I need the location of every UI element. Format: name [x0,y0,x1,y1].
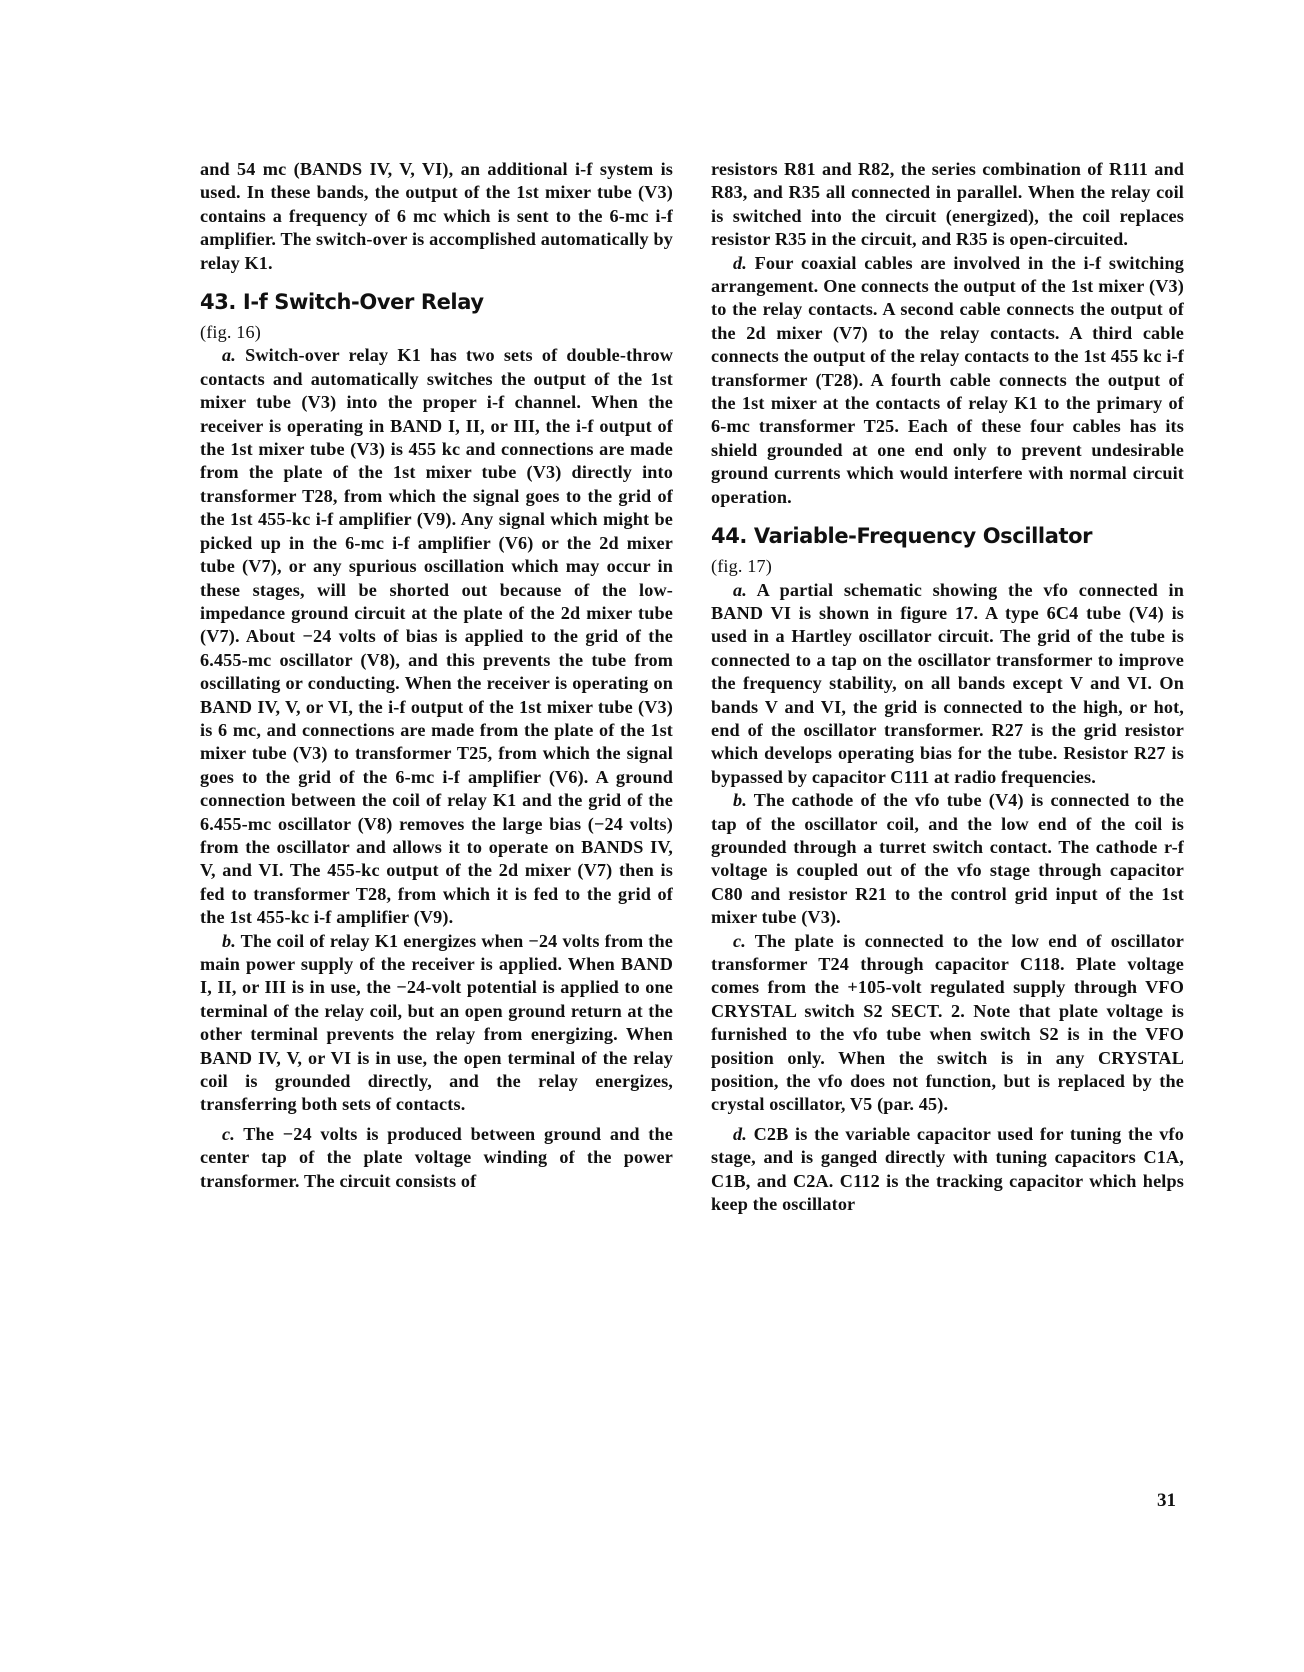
section-44-figure-reference: (fig. 17) [711,556,772,577]
left-column [200,158,673,1193]
continuation-paragraph: resistors R81 and R82, the series combination of R111 and R83, and R35 all connected in parallel. When the relay coil is switched into the circuit (energized), the coil replaces resistor R35 in the circuit, and R35 is open-circuited. [711,159,1184,250]
section-43-paragraph-a [200,344,673,929]
section-44-paragraph-a [711,579,1184,790]
paragraph-text: The coil of relay K1 energizes when −24 volts from the main power supply of the receiver is applied. When BAND I, II, or III is in use, the −24-volt potential is applied to one terminal of the relay coil, but an open ground return at the other terminal prevents the relay from energizing. When BAND IV, V, or VI is in use, the open terminal of the relay coil is grounded directly, and the relay energizes, transferring both sets of contacts. [200,930,673,1115]
paragraph-label: b. [222,930,236,951]
paragraph-text: A partial schematic showing the vfo connected in BAND VI is shown in figure 17. A type 6C4 tube (V4) is used in a Hartley oscillator circuit. The grid of the tube is connected to a tap on the oscillator transformer to improve the frequency stability, on all bands except V and VI. On bands V and VI, the grid is connected to the high, or hot, end of the oscillator transformer. R27 is the grid resistor which develops operating bias for the tube. Resistor R27 is bypassed by capacitor C111 at radio frequencies. [711,579,1184,787]
paragraph-label: d. [733,252,747,273]
paragraph-label: d. [733,1123,747,1144]
section-44-heading: 44. Variable-Frequency Oscillator [711,524,1093,549]
intro-paragraph: and 54 mc (BANDS IV, V, VI), an additional i-f system is used. In these bands, the output of the 1st mixer tube (V3) contains a frequency of 6 mc which is sent to the 6-mc i-f amplifier. The switch-over is accomplished automatically by relay K1. [200,159,673,273]
section-43-figure-reference: (fig. 16) [200,322,261,343]
paragraph-label: c. [733,930,746,951]
right-column [711,158,1184,1216]
section-43-paragraph-c [200,1123,673,1193]
paragraph-label: c. [222,1123,235,1144]
section-43-paragraph-d [711,252,1184,509]
paragraph-text: Four coaxial cables are involved in the i-f switching arrangement. One connects the output of the 1st mixer (V3) to the relay contacts. A second cable connects the output of the 2d mixer (V7) to the relay contacts. A third cable connects the output of the relay contacts to the 1st 455 kc i-f transformer (T28). A fourth cable connects the output of the 1st mixer at the contacts of relay K1 to the primary of 6-mc transformer T25. Each of these four cables has its shield grounded at one end only to prevent undesirable ground currents which would interfere with normal circuit operation. [711,252,1184,507]
paragraph-text: C2B is the variable capacitor used for tuning the vfo stage, and is ganged directly with tuning capacitors C1A, C1B, and C2A. C112 is the tracking capacitor which helps keep the oscillator [711,1123,1184,1215]
paragraph-label: a. [733,579,747,600]
section-44-paragraph-c [711,930,1184,1117]
paragraph-text: The cathode of the vfo tube (V4) is connected to the tap of the oscillator coil, and the low end of the coil is grounded through a turret switch contact. The cathode r-f voltage is coupled out of the vfo stage through capacitor C80 and resistor R21 to the control grid input of the 1st mixer tube (V3). [711,790,1184,928]
paragraph-text: The plate is connected to the low end of oscillator transformer T24 through capacitor C118. Plate voltage comes from the +105-volt regulated supply through VFO CRYSTAL switch S2 SECT. 2. Note that plate voltage is furnished to the vfo tube when switch S2 is in the VFO position only. When the switch is in any CRYSTAL position, the vfo does not function, but is replaced by the crystal oscillator, V5 (par. 45). [711,930,1184,1115]
section-44-paragraph-d [711,1123,1184,1217]
page-number: 31 [1157,1490,1176,1511]
paragraph-label: a. [222,345,236,366]
section-43-paragraph-b [200,930,673,1117]
paragraph-text: The −24 volts is produced between ground and the center tap of the plate voltage winding of the power transformer. The circuit consists of [200,1123,673,1191]
section-44-paragraph-b [711,789,1184,929]
paragraph-label: b. [733,790,747,811]
section-43-heading: 43. I-f Switch-Over Relay [200,290,484,315]
paragraph-text: Switch-over relay K1 has two sets of double-throw contacts and automatically switches the output of the 1st mixer tube (V3) into the proper i-f channel. When the receiver is operating in BAND I, II, or III, the i-f output of the 1st mixer tube (V3) is 455 kc and connections are made from the plate of the 1st mixer tube (V3) directly into transformer T28, from which the signal goes to the grid of the 1st 455-kc i-f amplifier (V9). Any signal which might be picked up in the 6-mc i-f amplifier (V6) or the 2d mixer tube (V7), or any spurious oscillation which may occur in these stages, will be shorted out because of the low-impedance ground circuit at the plate of the 2d mixer tube (V7). About −24 volts of bias is applied to the grid of the 6.455-mc oscillator (V8), and this prevents the tube from oscillating or conducting. When the receiver is operating on BAND IV, V, or VI, the i-f output of the 1st mixer tube (V3) is 6 mc, and connections are made from the plate of the 1st mixer tube (V3) to transformer T25, from which the signal goes to the grid of the 6-mc i-f amplifier (V6). A ground connection between the coil of relay K1 and the grid of the 6.455-mc oscillator (V8) removes the large bias (−24 volts) from the oscillator and allows it to operate on BANDS IV, V, and VI. The 455-kc output of the 2d mixer (V7) then is fed to transformer T28, from which it is fed to the grid of the 1st 455-kc i-f amplifier (V9). [200,345,673,928]
